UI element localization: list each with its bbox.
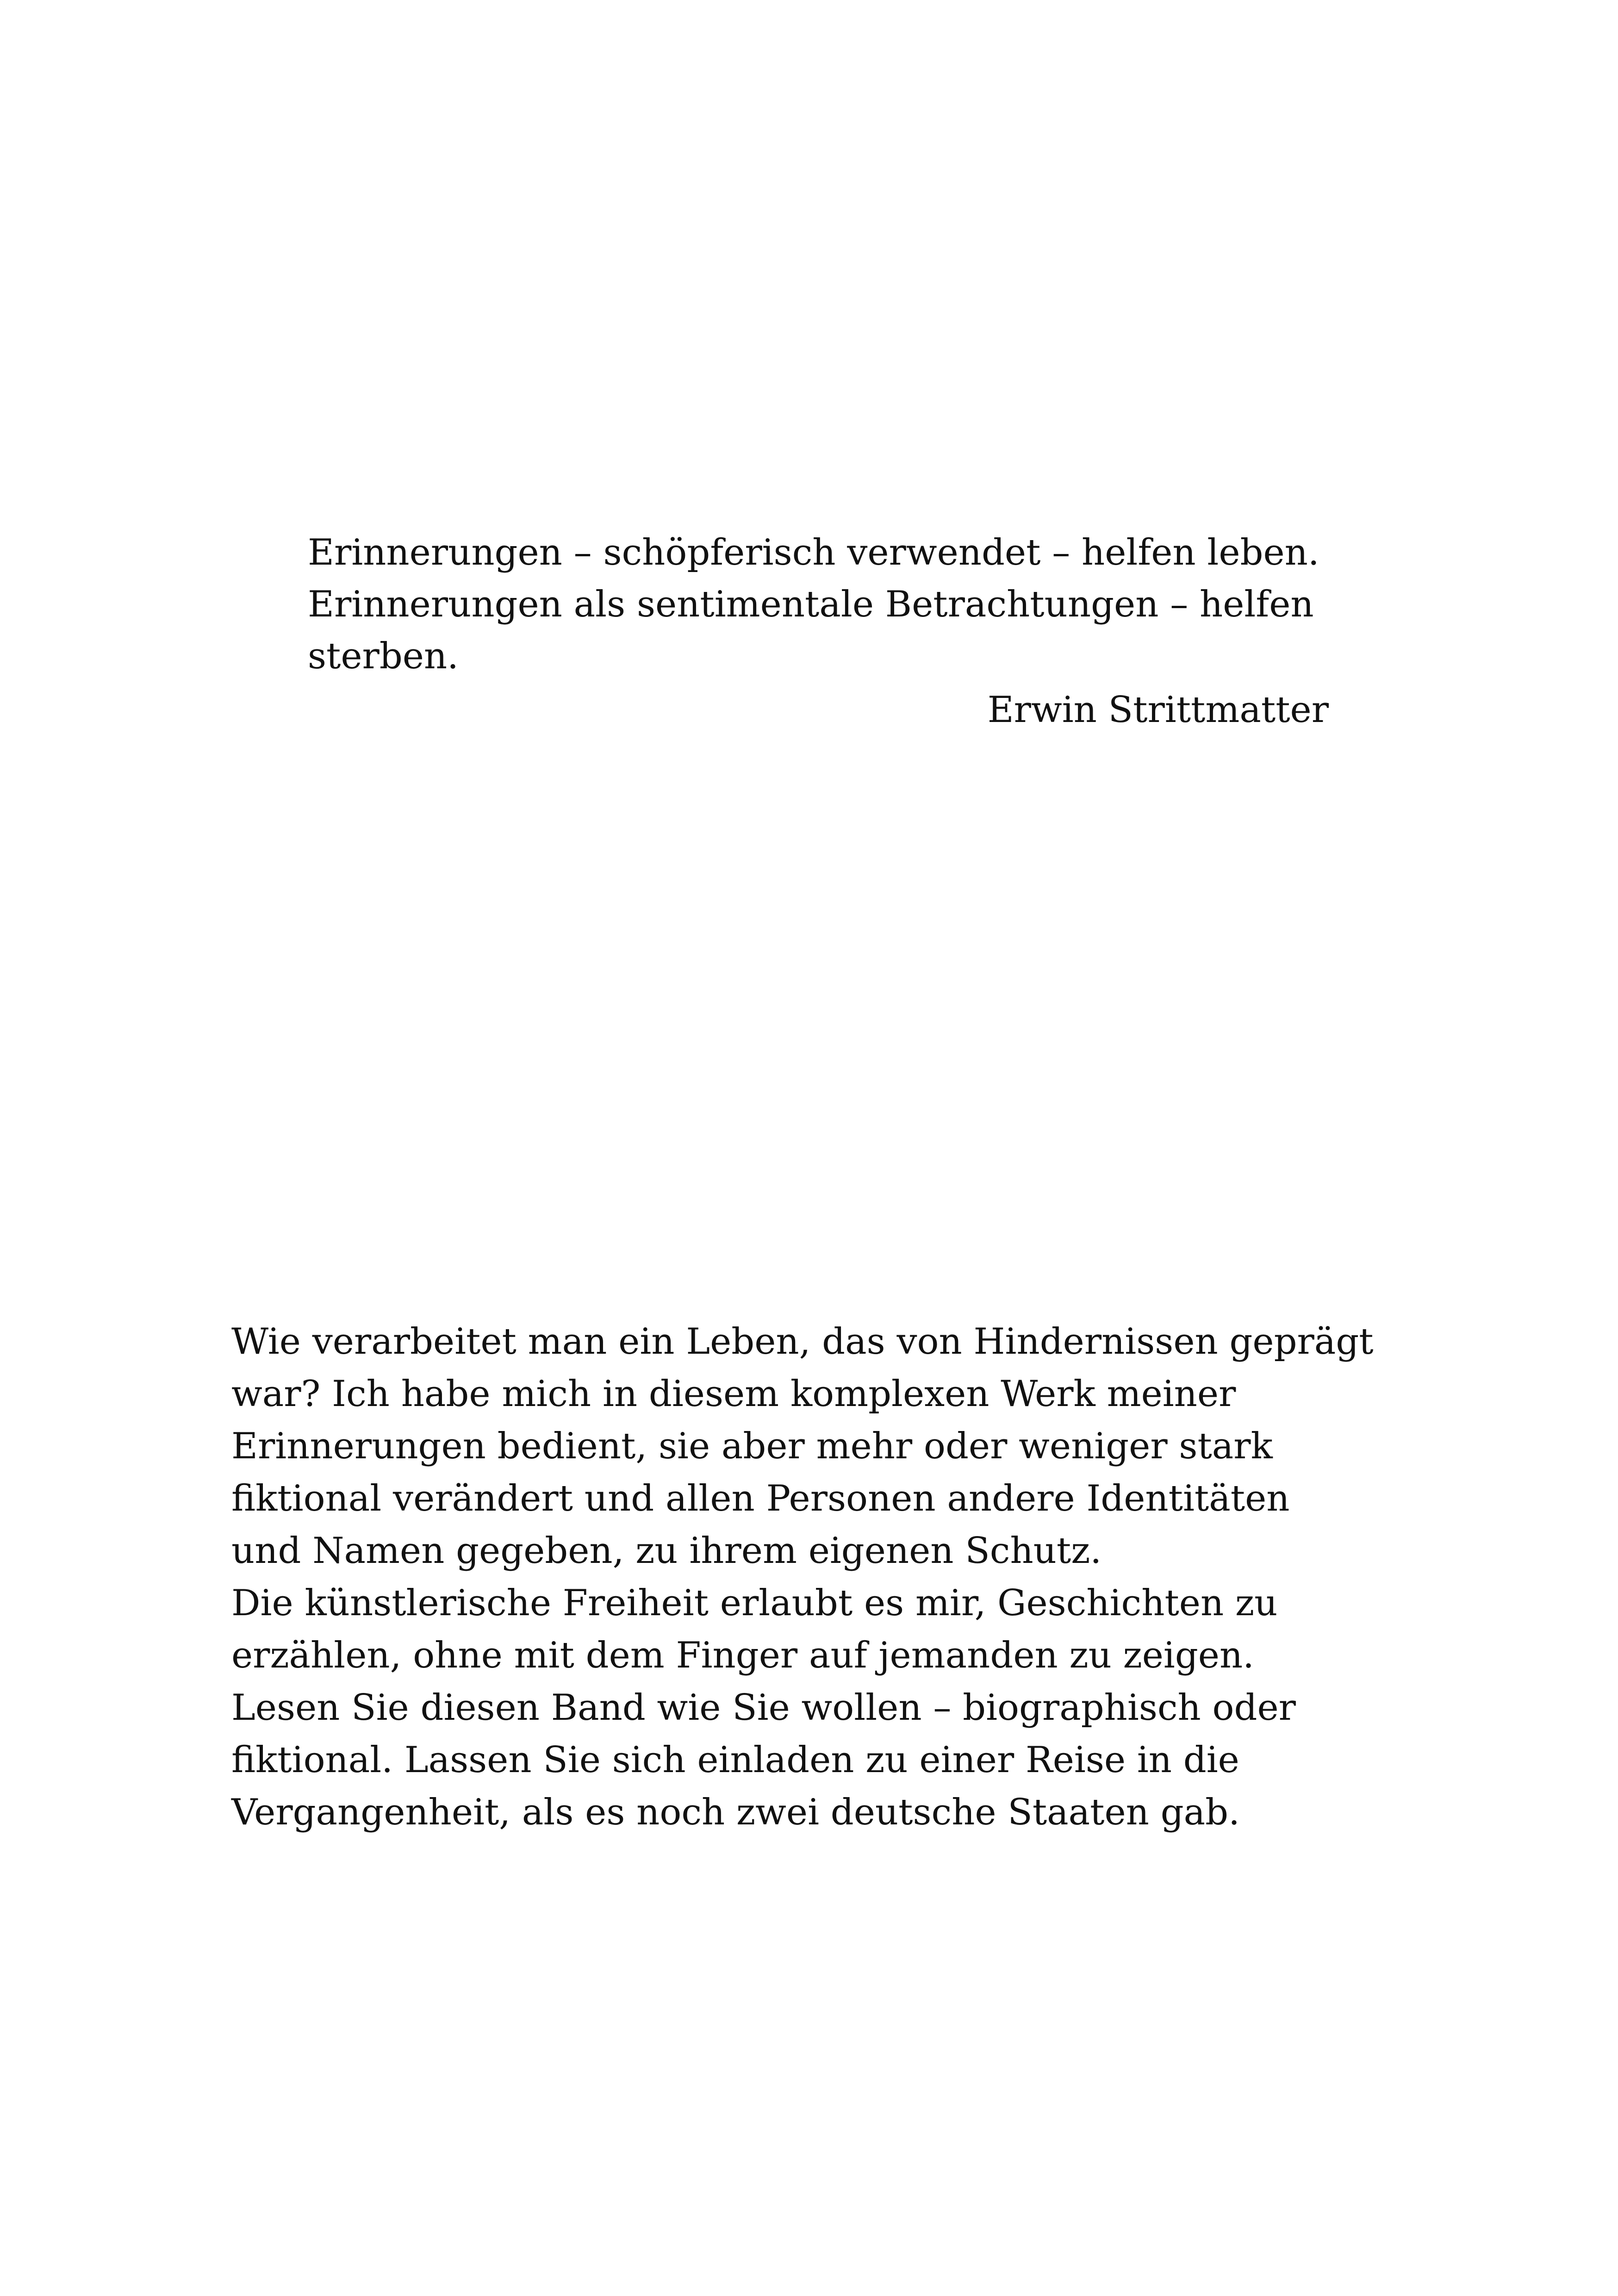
paragraph-line: Erinnerungen bedient, sie aber mehr oder weniger stark	[231, 1425, 1273, 1467]
paragraph-line: Die künstlerische Freiheit erlaubt es mir, Geschichten zu	[231, 1582, 1278, 1624]
paragraph-line: erzählen, ohne mit dem Finger auf jemanden zu zeigen.	[231, 1635, 1254, 1676]
epigraph-line: sterben.	[308, 635, 459, 677]
paragraph-line: Vergangenheit, als es noch zwei deutsche Staaten gab.	[231, 1792, 1240, 1833]
paragraph-line: fiktional verändert und allen Personen andere Identitäten	[231, 1478, 1290, 1519]
epigraph-author: Erwin Strittmatter	[987, 689, 1329, 731]
paragraph-line: Lesen Sie diesen Band wie Sie wollen – biographisch oder	[231, 1687, 1296, 1729]
paragraph-line: und Namen gegeben, zu ihrem eigenen Schutz.	[231, 1530, 1102, 1572]
paragraph-line: fiktional. Lassen Sie sich einladen zu einer Reise in die	[231, 1739, 1239, 1781]
epigraph-line: Erinnerungen – schöpferisch verwendet – helfen leben.	[308, 532, 1319, 573]
epigraph-line: Erinnerungen als sentimentale Betrachtungen – helfen	[308, 584, 1314, 625]
paragraph-line: Wie verarbeitet man ein Leben, das von Hindernissen geprägt	[231, 1321, 1374, 1363]
paragraph-line: war? Ich habe mich in diesem komplexen Werk meiner	[231, 1373, 1236, 1415]
